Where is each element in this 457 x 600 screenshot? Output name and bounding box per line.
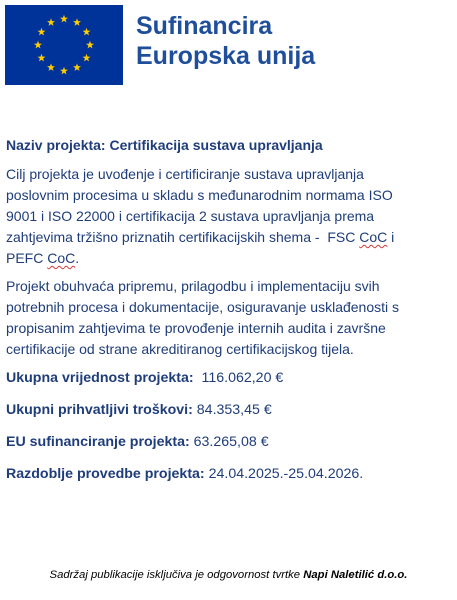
paragraph-text: zahtjevima tržišno priznatih certifikacijskih shema - FSC — [6, 229, 360, 245]
fact-label: EU sufinanciranje projekta: — [6, 434, 190, 450]
fact-value: 84.353,45 € — [192, 402, 272, 418]
paragraph-text: . — [75, 250, 80, 266]
footer-disclaimer — [0, 568, 457, 582]
fact-eu-cofinancing — [6, 433, 452, 451]
project-goal-paragraph — [6, 164, 452, 269]
spellcheck-word: CoC — [359, 229, 388, 245]
fact-label: Ukupna vrijednost projekta: — [6, 370, 194, 386]
spellcheck-word: CoC — [47, 250, 76, 266]
paragraph-line: Cilj projekta je uvođenje i certificiranje sustava upravljanja — [6, 166, 364, 182]
fact-value: 24.04.2025.-25.04.2026. — [204, 466, 364, 482]
fact-label: Ukupni prihvatljivi troškovi: — [6, 402, 193, 418]
paragraph-text: PEFC — [6, 250, 48, 266]
footer-text: Sadržaj publikacije isključiva je odgovornost tvrtke — [49, 569, 304, 581]
fact-value: 63.265,08 € — [189, 434, 269, 450]
paragraph-line: poslovnim procesima u skladu s međunarodnim normama ISO — [6, 187, 393, 203]
paragraph-text: i — [387, 229, 395, 245]
paragraph-line — [6, 248, 452, 269]
eu-flag-icon — [5, 5, 123, 85]
eu-funding-label — [136, 11, 315, 71]
paragraph-line: propisanim zahtjevima te provođenje internih audita i završne — [6, 320, 386, 336]
fact-implementation-period — [6, 465, 452, 483]
project-title: Naziv projekta: Certifikacija sustava upravljanja — [6, 137, 323, 153]
project-info — [6, 136, 452, 497]
paragraph-line: potrebnih procesa i dokumentacije, osiguravanje usklađenosti s — [6, 299, 400, 315]
paragraph-line — [6, 227, 452, 248]
fact-eligible-costs — [6, 401, 452, 419]
fact-label: Razdoblje provedbe projekta: — [6, 466, 205, 482]
eu-funding-header — [5, 5, 455, 85]
fact-value: 116.062,20 € — [193, 370, 284, 386]
footer-company: Napi Naletilić d.o.o. — [303, 569, 408, 581]
fact-total-value — [6, 369, 452, 387]
eu-text-line1: Sufinancira — [136, 12, 273, 40]
paragraph-line: 9001 i ISO 22000 i certifikacija 2 sustava upravljanja prema — [6, 208, 375, 224]
eu-text-line2: Europska unija — [136, 42, 316, 70]
paragraph-line: certifikacije od strane akreditiranog certifikacijskog tijela. — [6, 341, 354, 357]
project-scope-paragraph — [6, 276, 452, 360]
paragraph-line: Projekt obuhvaća pripremu, prilagodbu i implementaciju svih — [6, 278, 380, 294]
